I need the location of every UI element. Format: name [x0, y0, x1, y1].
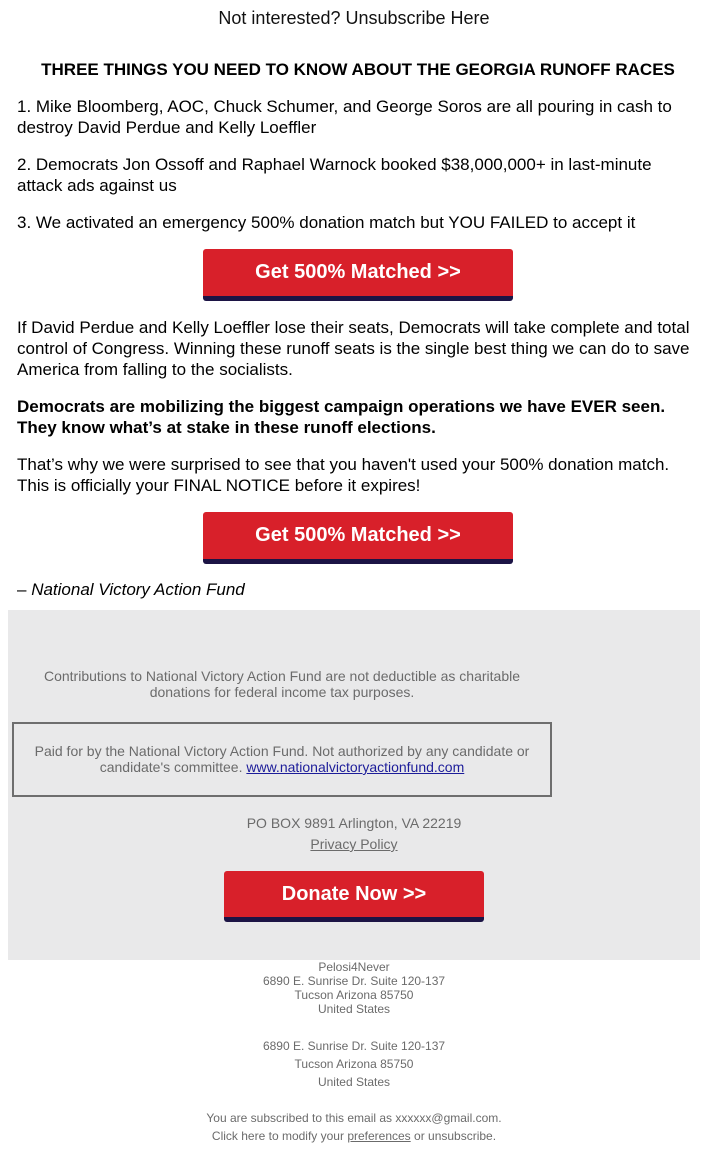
- sender-line1: 6890 E. Sunrise Dr. Suite 120-137: [262, 974, 446, 988]
- address2-line2: Tucson Arizona 85750: [294, 1057, 414, 1071]
- headline: THREE THINGS YOU NEED TO KNOW ABOUT THE GEORGIA RUNOFF RACES: [41, 60, 675, 79]
- privacy-policy-link[interactable]: Privacy Policy: [310, 836, 398, 852]
- get-matched-button[interactable]: Get 500% Matched >>: [203, 249, 513, 301]
- paragraph-1: If David Perdue and Kelly Loeffler lose their seats, Democrats will take complete and total control of Congress. Winning these runoff seats is the single best thing we can do to save America from falling to the socialists.: [17, 318, 690, 379]
- address2-country: United States: [317, 1075, 391, 1089]
- modify-pre: Click here to modify your: [211, 1129, 348, 1143]
- subscription-text: You are subscribed to this email as xxxxxx@gmail.com.: [206, 1111, 502, 1125]
- point-3: 3. We activated an emergency 500% donation match but YOU FAILED to accept it: [17, 213, 636, 232]
- donate-now-button[interactable]: Donate Now >>: [224, 871, 484, 922]
- website-link[interactable]: www.nationalvictoryactionfund.com: [246, 759, 465, 775]
- unsubscribe-link[interactable]: Not interested? Unsubscribe Here: [218, 8, 490, 28]
- point-2: 2. Democrats Jon Ossoff and Raphael Warnock booked $38,000,000+ in last-minute attack ads against us: [17, 155, 652, 195]
- paid-for-label: Paid for by the National Victory Action Fund. Not authorized by any candidate or candidate's committee.: [34, 743, 530, 775]
- footer: [8, 610, 700, 960]
- sender-line2: Tucson Arizona 85750: [294, 988, 414, 1002]
- modify-text: [0, 1129, 708, 1143]
- paid-for-text: [24, 743, 540, 775]
- signature: [17, 580, 245, 600]
- sender-name: Pelosi4Never: [318, 960, 390, 974]
- point-1: 1. Mike Bloomberg, AOC, Chuck Schumer, and George Soros are all pouring in cash to destroy David Perdue and Kelly Loeffler: [17, 97, 672, 137]
- get-matched-button-2[interactable]: Get 500% Matched >>: [203, 512, 513, 564]
- signature-name: National Victory Action Fund: [31, 580, 245, 599]
- sender-country: United States: [317, 1002, 391, 1016]
- modify-post: or unsubscribe.: [410, 1129, 497, 1143]
- paragraph-2: Democrats are mobilizing the biggest campaign operations we have EVER seen. They know what’s at stake in these runoff elections.: [17, 397, 666, 437]
- paid-for-box: [12, 722, 552, 797]
- paragraph-3: That’s why we were surprised to see that you haven't used your 500% donation match. This is officially your FINAL NOTICE before it expires!: [17, 455, 670, 495]
- tax-disclaimer: Contributions to National Victory Action Fund are not deductible as charitable donations for federal income tax purposes.: [43, 668, 521, 700]
- po-box-address: PO BOX 9891 Arlington, VA 22219: [246, 815, 462, 831]
- preferences-link[interactable]: preferences: [347, 1129, 411, 1143]
- signature-dash: –: [17, 580, 32, 599]
- address2-line1: 6890 E. Sunrise Dr. Suite 120-137: [262, 1039, 446, 1053]
